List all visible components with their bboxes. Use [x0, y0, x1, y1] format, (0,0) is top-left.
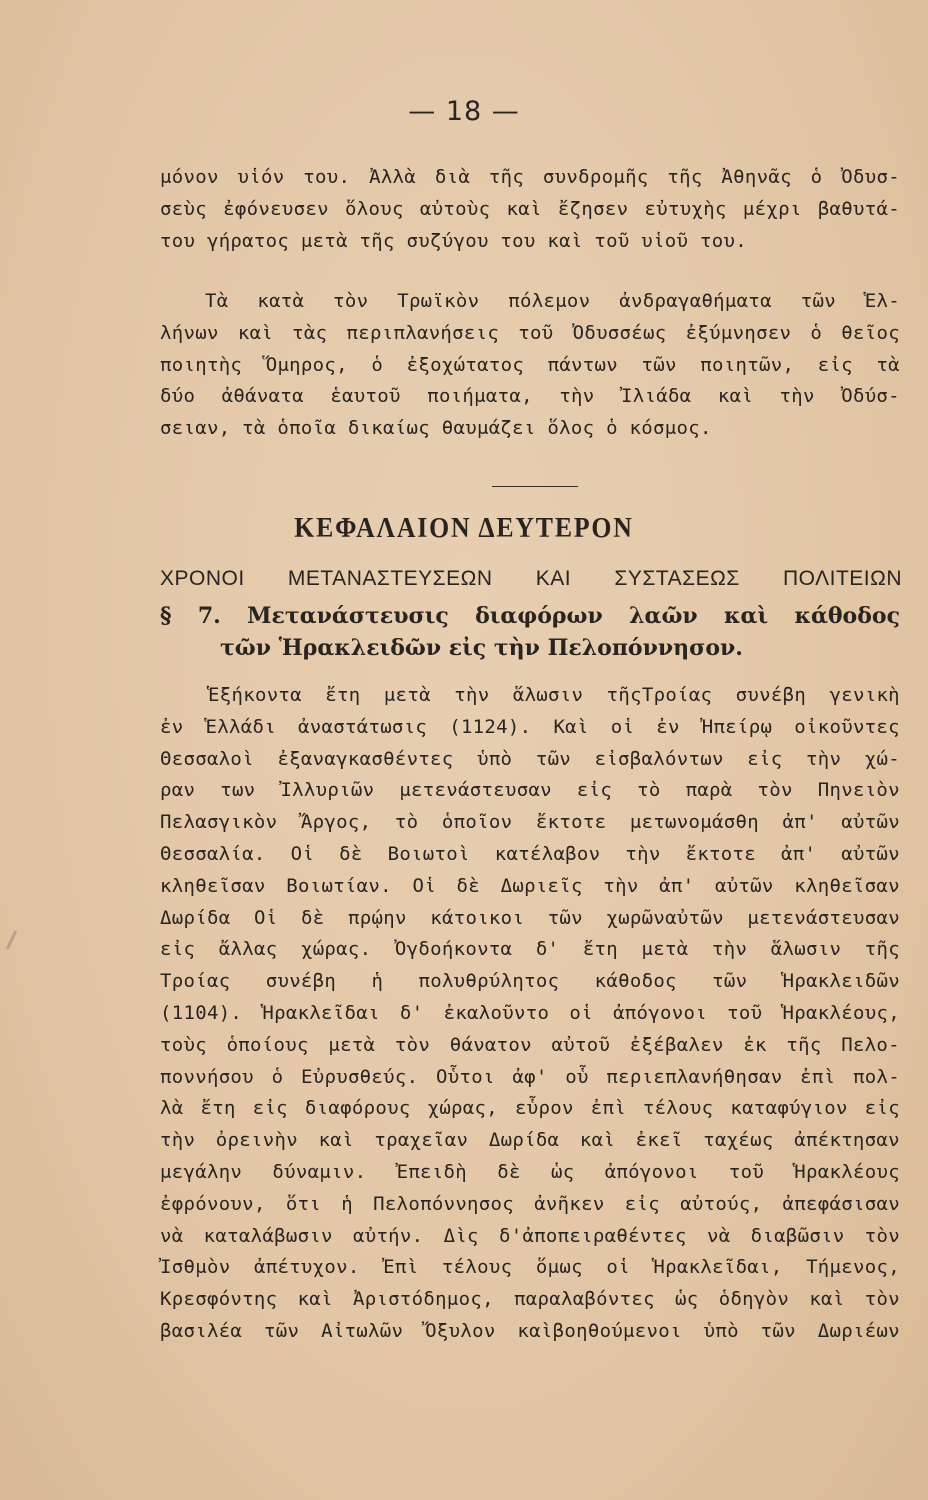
section-heading-line: § 7. Μετανάστευσις διαφόρων λαῶν καὶ κάθοδος — [160, 603, 900, 629]
text-line: τὴν ὀρεινὴν καὶ τραχεῖαν Δωρίδα καὶ ἐκεῖ ταχέως ἀπέκτησαν — [160, 1129, 900, 1152]
text-line: βασιλέα τῶν Αἰτωλῶν Ὄξυλον καὶβοηθούμενοι ὑπὸ τῶν Δωριέων — [160, 1319, 900, 1342]
text-line: ἐφρόνουν, ὅτι ἡ Πελοπόννησος ἀνῆκεν εἰς αὐτούς, ἀπεφάσισαν — [160, 1192, 900, 1215]
chapter-title: ΚΕΦΑΛΑΙΟΝ ΔΕΥΤΕΡΟΝ — [294, 513, 634, 544]
text-line: Τὰ κατὰ τὸν Τρωϊκὸν πόλεμον ἀνδραγαθήματα τῶν Ἑλ- — [205, 290, 900, 312]
paragraph-migrations — [160, 680, 900, 1348]
text-line: του γήρατος μετὰ τῆς συζύγου του καὶ τοῦ υἱοῦ του. — [160, 229, 747, 252]
text-line: (1104). Ἡρακλεῖδαι δ' ἐκαλοῦντο οἱ ἀπόγονοι τοῦ Ἡρακλέους, — [160, 1001, 900, 1024]
text-line: Ἰσθμὸν ἀπέτυχον. Ἐπὶ τέλους ὅμως οἱ Ἡρακλεῖδαι, Τήμενος, — [160, 1256, 900, 1279]
text-line: Πελασγικὸν Ἄργος, τὸ ὁποῖον ἔκτοτε μετωνομάσθη ἀπ' αὐτῶν — [160, 811, 900, 834]
text-line: Τροίας συνέβη ἡ πολυθρύλητος κάθοδος τῶν Ἡρακλειδῶν — [160, 970, 900, 993]
text-line: δύο ἀθάνατα ἑαυτοῦ ποιήματα, τὴν Ἰλιάδα καὶ τὴν Ὀδύσ- — [160, 385, 900, 408]
text-line: Ἑξήκοντα ἔτη μετὰ τὴν ἅλωσιν τῆςΤροίας συνέβη γενικὴ — [208, 684, 900, 706]
text-line: νὰ καταλάβωσιν αὐτήν. Δὶς δ'ἀποπειραθέντες νὰ διαβῶσιν τὸν — [160, 1224, 900, 1247]
paper-blemish — [6, 930, 17, 949]
text-line: λὰ ἔτη εἰς διαφόρους χώρας, εὗρον ἐπὶ τέλους καταφύγιον εἰς — [160, 1097, 900, 1120]
text-line: εἰς ἄλλας χώρας. Ὀγδοήκοντα δ' ἔτη μετὰ τὴν ἅλωσιν τῆς — [160, 938, 900, 961]
page-number: — 18 — — [408, 96, 520, 127]
text-line: ραν των Ἰλλυριῶν μετενάστευσαν εἰς τὸ παρὰ τὸν Πηνειὸν — [160, 779, 900, 802]
text-line: Κρεσφόντης καὶ Ἀριστόδημος, παραλαβόντες ὡς ὁδηγὸν καὶ τὸν — [160, 1288, 900, 1311]
text-line: Δωρίδα Οἱ δὲ πρῴην κάτοικοι τῶν χωρῶναὐτῶν μετενάστευσαν — [160, 906, 900, 929]
text-line: κληθεῖσαν Βοιωτίαν. Οἱ δὲ Δωριεῖς τὴν ἀπ' αὐτῶν κληθεῖσαν — [160, 874, 900, 897]
text-line: Θεσσαλία. Οἱ δὲ Βοιωτοὶ κατέλαβον τὴν ἔκτοτε ἀπ' αὐτῶν — [160, 842, 900, 865]
text-line: Θεσσαλοὶ ἐξαναγκασθέντες ὑπὸ τῶν εἰσβαλόντων εἰς τὴν χώ- — [160, 747, 900, 770]
text-line: ποιητὴς Ὅμηρος, ὁ ἐξοχώτατος πάντων τῶν ποιητῶν, εἰς τὰ — [160, 353, 900, 376]
text-line: σεὺς ἐφόνευσεν ὅλους αὐτοὺς καὶ ἔζησεν εὐτυχὴς μέχρι βαθυτά- — [160, 197, 900, 220]
paragraph-homer — [160, 286, 900, 445]
text-line: ἐν Ἑλλάδι ἀναστάτωσις (1124). Καὶ οἱ ἐν Ἠπείρῳ οἰκοῦντες — [160, 715, 900, 738]
paragraph-continuation — [160, 162, 900, 257]
text-line: μεγάλην δύναμιν. Ἐπειδὴ δὲ ὡς ἀπόγονοι τοῦ Ἡρακλέους — [160, 1160, 900, 1183]
chapter-subtitle: ΧΡΟΝΟΙ ΜΕΤΑΝΑΣΤΕΥΣΕΩΝ ΚΑΙ ΣΥΣΤΑΣΕΩΣ ΠΟΛΙΤΕΙΩΝ — [160, 567, 902, 590]
text-line: σειαν, τὰ ὁποῖα δικαίως θαυμάζει ὅλος ὁ κόσμος. — [160, 417, 712, 440]
section-divider — [492, 486, 578, 487]
text-line: λήνων καὶ τὰς περιπλανήσεις τοῦ Ὀδυσσέως ἐξύμνησεν ὁ θεῖος — [160, 321, 900, 344]
section-heading — [160, 600, 900, 664]
text-line: ποννήσου ὁ Εὐρυσθεύς. Οὗτοι ἀφ' οὗ περιεπλανήθησαν ἐπὶ πολ- — [160, 1065, 900, 1088]
text-line: μόνον υἱόν του. Ἀλλὰ διὰ τῆς συνδρομῆς τῆς Ἀθηνᾶς ὁ Ὀδυσ- — [160, 166, 900, 188]
text-line: τοὺς ὁποίους μετὰ τὸν θάνατον αὐτοῦ ἐξέβαλεν ἐκ τῆς Πελο- — [160, 1033, 900, 1056]
section-heading-line: τῶν Ἡρακλειδῶν εἰς τὴν Πελοπόννησον. — [220, 635, 743, 661]
